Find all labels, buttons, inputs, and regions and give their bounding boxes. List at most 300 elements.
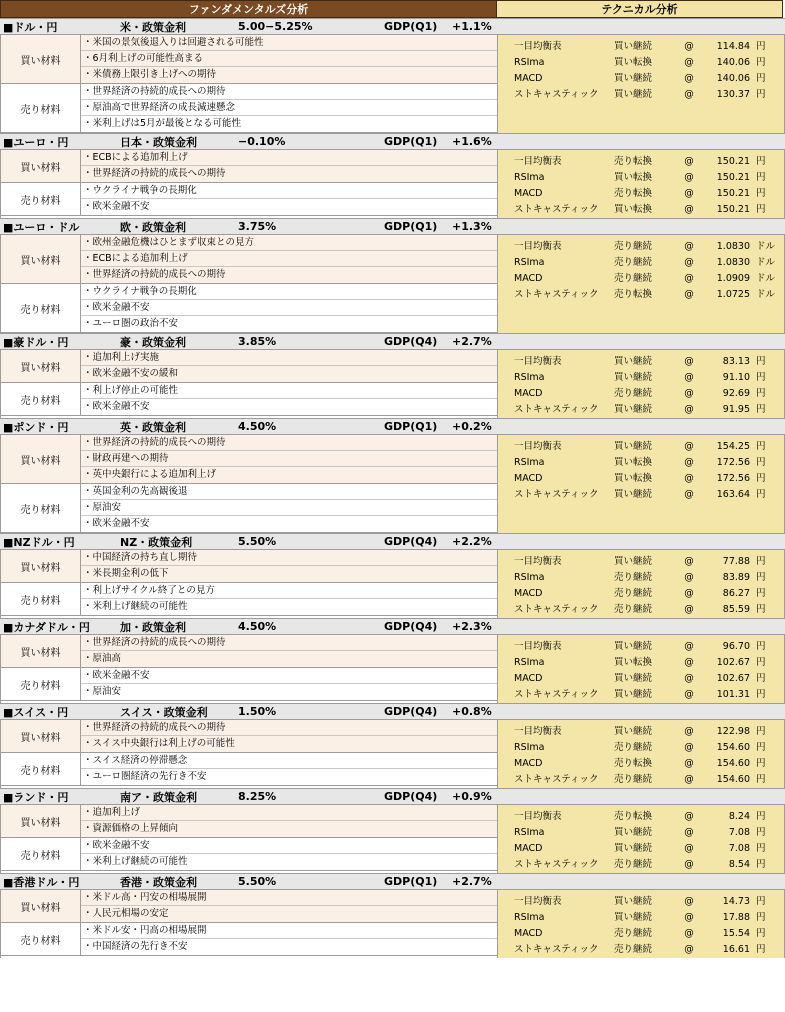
gdp-value: +1.3% <box>452 220 492 233</box>
policy-rate-name: 米・政策金利 <box>120 20 186 34</box>
indicator-unit: 円 <box>756 588 766 599</box>
indicator-row <box>498 926 784 942</box>
policy-rate-value: 1.50% <box>238 705 277 718</box>
indicator-unit: 円 <box>756 356 766 367</box>
factor-item: ・原油安 <box>81 500 497 516</box>
indicator-name: MACD <box>514 928 543 939</box>
indicator-signal: 買い継続 <box>614 441 653 452</box>
pair-block <box>0 533 785 618</box>
indicator-signal: 買い継続 <box>614 726 653 737</box>
indicator-row <box>498 687 784 703</box>
indicator-value: 91.95 <box>722 404 750 415</box>
indicator-name: 一目均衡表 <box>514 41 562 52</box>
at-symbol: @ <box>684 457 694 468</box>
indicator-value: 101.31 <box>716 689 750 700</box>
indicator-name: RSIma <box>514 172 545 183</box>
pair-name: ■スイス・円 <box>3 705 69 719</box>
indicator-unit: 円 <box>756 859 766 870</box>
indicator-signal: 買い継続 <box>614 827 653 838</box>
pair-title <box>0 873 785 890</box>
factor-item: ・欧州金融危機はひとまず収束との見方 <box>81 235 497 251</box>
at-symbol: @ <box>684 473 694 484</box>
indicator-name: ストキャスティック <box>514 944 599 955</box>
indicator-name: ストキャスティック <box>514 859 599 870</box>
pair-body <box>0 435 785 533</box>
policy-rate-name: 加・政策金利 <box>120 620 186 634</box>
policy-rate-value: 5.50% <box>238 535 277 548</box>
indicator-signal: 売り継続 <box>614 859 653 870</box>
factor-item: ・ユーロ圏の政治不安 <box>83 318 179 329</box>
indicator-row <box>498 655 784 671</box>
indicator-unit: 円 <box>756 57 766 68</box>
indicator-signal: 売り転換 <box>614 188 653 199</box>
indicator-signal: 売り継続 <box>614 944 653 955</box>
indicator-name: ストキャスティック <box>514 774 599 785</box>
indicator-unit: 円 <box>756 673 766 684</box>
indicator-name: RSIma <box>514 457 545 468</box>
indicator-value: 172.56 <box>716 473 750 484</box>
indicator-row <box>498 370 784 386</box>
indicator-value: 7.08 <box>728 843 750 854</box>
indicator-name: MACD <box>514 388 543 399</box>
buy-factor-list <box>81 890 497 922</box>
indicator-signal: 売り継続 <box>614 273 653 284</box>
at-symbol: @ <box>684 404 694 415</box>
indicator-signal: 買い継続 <box>614 673 653 684</box>
indicator-unit: 円 <box>756 726 766 737</box>
pair-title <box>0 788 785 805</box>
indicator-signal: 買い継続 <box>614 404 653 415</box>
indicator-name: 一目均衡表 <box>514 726 562 737</box>
policy-rate-name: 欧・政策金利 <box>120 220 186 234</box>
indicator-signal: 買い継続 <box>614 73 653 84</box>
indicator-value: 150.21 <box>716 156 750 167</box>
gdp-value: +2.7% <box>452 335 492 348</box>
gdp-label: GDP(Q1) <box>384 135 438 148</box>
factor-item: ・原油高 <box>83 653 122 664</box>
indicator-value: 91.10 <box>722 372 750 383</box>
pair-body <box>0 235 785 333</box>
policy-rate-value: 3.85% <box>238 335 277 348</box>
at-symbol: @ <box>684 588 694 599</box>
fundamentals-title: ファンダメンタルズ分析 <box>0 0 497 18</box>
indicator-name: 一目均衡表 <box>514 641 562 652</box>
indicator-row <box>498 87 784 103</box>
indicator-row <box>498 740 784 756</box>
buy-factors <box>1 35 497 84</box>
sell-factor-list <box>81 583 497 615</box>
at-symbol: @ <box>684 758 694 769</box>
indicator-name: ストキャスティック <box>514 289 599 300</box>
indicator-value: 150.21 <box>716 188 750 199</box>
indicator-value: 154.25 <box>716 441 750 452</box>
factor-item: ・世界経済の持続的成長への期待 <box>81 435 497 451</box>
indicator-value: 1.0830 <box>716 257 750 268</box>
policy-rate-name: 英・政策金利 <box>120 420 186 434</box>
indicator-unit: 円 <box>756 457 766 468</box>
buy-factors <box>1 805 497 838</box>
indicator-row <box>498 55 784 71</box>
at-symbol: @ <box>684 388 694 399</box>
fundamentals-section <box>0 720 497 788</box>
gdp-value: +2.3% <box>452 620 492 633</box>
factor-item: ・追加利上げ実施 <box>81 350 497 366</box>
buy-label: 買い材料 <box>1 720 81 752</box>
sell-factors <box>1 284 497 333</box>
indicator-signal: 売り継続 <box>614 604 653 615</box>
indicator-name: 一目均衡表 <box>514 896 562 907</box>
policy-rate-name: NZ・政策金利 <box>120 535 193 549</box>
factor-item: ・中国経済の持ち直し期待 <box>81 550 497 566</box>
at-symbol: @ <box>684 859 694 870</box>
indicator-value: 8.54 <box>728 859 750 870</box>
indicator-unit: ドル <box>756 257 776 268</box>
gdp-label: GDP(Q4) <box>384 790 438 803</box>
buy-factors <box>1 235 497 284</box>
policy-rate-value: 5.00−5.25% <box>238 20 313 33</box>
factor-item: ・中国経済の先行き不安 <box>83 941 188 952</box>
indicator-signal: 買い継続 <box>614 689 653 700</box>
sell-label: 売り材料 <box>1 753 81 785</box>
indicator-row <box>498 386 784 402</box>
buy-label: 買い材料 <box>1 350 81 382</box>
sell-factor-list <box>81 84 497 132</box>
gdp-label: GDP(Q1) <box>384 20 438 33</box>
indicator-unit: 円 <box>756 41 766 52</box>
gdp-label: GDP(Q1) <box>384 875 438 888</box>
indicator-name: MACD <box>514 843 543 854</box>
indicator-signal: 売り転換 <box>614 156 653 167</box>
at-symbol: @ <box>684 673 694 684</box>
factor-item: ・スイス経済の停滞懸念 <box>81 753 497 769</box>
buy-label: 買い材料 <box>1 235 81 283</box>
factor-item: ・財政再建への期待 <box>81 451 497 467</box>
indicator-signal: 売り継続 <box>614 928 653 939</box>
factor-item: ・米債務上限引き上げへの期待 <box>83 69 217 80</box>
indicator-signal: 売り継続 <box>614 257 653 268</box>
indicator-name: RSIma <box>514 372 545 383</box>
sell-factor-list <box>81 923 497 955</box>
technical-section <box>497 635 785 703</box>
indicator-unit: 円 <box>756 204 766 215</box>
policy-rate-value: 3.75% <box>238 220 277 233</box>
report-header <box>0 0 785 18</box>
indicator-row <box>498 455 784 471</box>
indicator-value: 140.06 <box>716 73 750 84</box>
pair-block <box>0 873 785 958</box>
factor-item: ・世界経済の持続的成長への期待 <box>81 635 497 651</box>
indicator-unit: 円 <box>756 89 766 100</box>
pair-name: ■ユーロ・円 <box>3 135 69 149</box>
indicator-unit: 円 <box>756 572 766 583</box>
sell-factor-list <box>81 383 497 415</box>
indicator-unit: 円 <box>756 912 766 923</box>
buy-factors <box>1 720 497 753</box>
indicator-row <box>498 202 784 218</box>
indicator-signal: 買い継続 <box>614 843 653 854</box>
buy-label: 買い材料 <box>1 150 81 182</box>
indicator-value: 150.21 <box>716 204 750 215</box>
at-symbol: @ <box>684 241 694 252</box>
gdp-value: +1.1% <box>452 20 492 33</box>
indicator-unit: ドル <box>756 241 776 252</box>
indicator-signal: 売り転換 <box>614 811 653 822</box>
sell-label: 売り材料 <box>1 84 81 132</box>
indicator-signal: 買い転換 <box>614 473 653 484</box>
factor-item: ・スイス中央銀行は利上げの可能性 <box>83 738 235 749</box>
buy-label: 買い材料 <box>1 805 81 837</box>
at-symbol: @ <box>684 273 694 284</box>
gdp-label: GDP(Q4) <box>384 620 438 633</box>
indicator-unit: 円 <box>756 657 766 668</box>
indicator-unit: 円 <box>756 944 766 955</box>
gdp-label: GDP(Q1) <box>384 220 438 233</box>
indicator-row <box>498 402 784 418</box>
pair-block <box>0 18 785 133</box>
factor-item: ・ユーロ圏経済の先行き不安 <box>83 771 207 782</box>
indicator-name: ストキャスティック <box>514 404 599 415</box>
indicator-unit: 円 <box>756 441 766 452</box>
factor-item: ・追加利上げ <box>81 805 497 821</box>
at-symbol: @ <box>684 556 694 567</box>
policy-rate-value: 5.50% <box>238 875 277 888</box>
pair-name: ■カナダドル・円 <box>3 620 90 634</box>
indicator-signal: 買い継続 <box>614 372 653 383</box>
indicator-value: 14.73 <box>722 896 750 907</box>
factor-item: ・米利上げ継続の可能性 <box>83 601 188 612</box>
sell-label: 売り材料 <box>1 183 81 215</box>
buy-label: 買い材料 <box>1 435 81 483</box>
indicator-value: 154.60 <box>716 774 750 785</box>
sell-factors <box>1 183 497 216</box>
indicator-value: 15.54 <box>722 928 750 939</box>
indicator-row <box>498 287 784 303</box>
indicator-unit: 円 <box>756 896 766 907</box>
policy-rate-value: 8.25% <box>238 790 277 803</box>
factor-item: ・英国金利の先高観後退 <box>81 484 497 500</box>
indicator-value: 92.69 <box>722 388 750 399</box>
gdp-value: +0.2% <box>452 420 492 433</box>
factor-item: ・ECBによる追加利上げ <box>81 150 497 166</box>
sell-label: 売り材料 <box>1 284 81 332</box>
sell-label: 売り材料 <box>1 668 81 700</box>
factor-item: ・世界経済の持続的成長への期待 <box>81 720 497 736</box>
indicator-unit: ドル <box>756 289 776 300</box>
indicator-unit: 円 <box>756 742 766 753</box>
indicator-row <box>498 586 784 602</box>
gdp-label: GDP(Q1) <box>384 420 438 433</box>
at-symbol: @ <box>684 774 694 785</box>
indicator-row <box>498 639 784 655</box>
pair-title <box>0 333 785 350</box>
factor-item: ・英中央銀行による追加利上げ <box>83 469 217 480</box>
indicator-unit: 円 <box>756 473 766 484</box>
indicator-signal: 買い転換 <box>614 172 653 183</box>
indicator-row <box>498 39 784 55</box>
indicator-name: 一目均衡表 <box>514 241 562 252</box>
indicator-row <box>498 554 784 570</box>
indicator-signal: 売り転換 <box>614 758 653 769</box>
indicator-name: RSIma <box>514 57 545 68</box>
policy-rate-value: 4.50% <box>238 620 277 633</box>
indicator-value: 85.59 <box>722 604 750 615</box>
indicator-row <box>498 756 784 772</box>
indicator-unit: 円 <box>756 388 766 399</box>
indicator-row <box>498 487 784 503</box>
sell-factor-list <box>81 838 497 870</box>
pair-body <box>0 720 785 788</box>
at-symbol: @ <box>684 811 694 822</box>
sell-label: 売り材料 <box>1 838 81 870</box>
factor-item: ・利上げ停止の可能性 <box>81 383 497 399</box>
indicator-name: ストキャスティック <box>514 604 599 615</box>
indicator-signal: 買い継続 <box>614 489 653 500</box>
at-symbol: @ <box>684 944 694 955</box>
at-symbol: @ <box>684 572 694 583</box>
indicator-name: RSIma <box>514 827 545 838</box>
indicator-signal: 買い継続 <box>614 356 653 367</box>
fundamentals-section <box>0 635 497 703</box>
indicator-signal: 売り継続 <box>614 572 653 583</box>
sell-factors <box>1 753 497 786</box>
pair-block <box>0 333 785 418</box>
fundamentals-section <box>0 435 497 533</box>
indicator-row <box>498 942 784 958</box>
technical-section <box>497 550 785 618</box>
buy-factors <box>1 150 497 183</box>
technical-section <box>497 890 785 958</box>
indicator-signal: 買い継続 <box>614 641 653 652</box>
pair-name: ■ドル・円 <box>3 20 58 34</box>
sell-factor-list <box>81 484 497 532</box>
at-symbol: @ <box>684 172 694 183</box>
gdp-value: +2.7% <box>452 875 492 888</box>
gdp-label: GDP(Q4) <box>384 535 438 548</box>
indicator-unit: 円 <box>756 774 766 785</box>
pair-body <box>0 550 785 618</box>
sell-factor-list <box>81 284 497 332</box>
factor-item: ・米長期金利の低下 <box>83 568 169 579</box>
indicator-value: 154.60 <box>716 742 750 753</box>
at-symbol: @ <box>684 742 694 753</box>
technical-section <box>497 435 785 533</box>
indicator-value: 163.64 <box>716 489 750 500</box>
indicator-name: 一目均衡表 <box>514 156 562 167</box>
fundamentals-section <box>0 150 497 218</box>
indicator-value: 83.13 <box>722 356 750 367</box>
at-symbol: @ <box>684 928 694 939</box>
pair-name: ■ランド・円 <box>3 790 69 804</box>
indicator-name: RSIma <box>514 257 545 268</box>
fundamentals-section <box>0 35 497 133</box>
factor-item: ・欧米金融不安の緩和 <box>83 368 179 379</box>
indicator-unit: 円 <box>756 758 766 769</box>
pair-title <box>0 703 785 720</box>
gdp-value: +0.8% <box>452 705 492 718</box>
at-symbol: @ <box>684 89 694 100</box>
factor-item: ・世界経済の持続的成長への期待 <box>83 269 226 280</box>
pair-name: ■香港ドル・円 <box>3 875 80 889</box>
indicator-value: 96.70 <box>722 641 750 652</box>
indicator-signal: 買い継続 <box>614 41 653 52</box>
at-symbol: @ <box>684 641 694 652</box>
at-symbol: @ <box>684 912 694 923</box>
gdp-label: GDP(Q4) <box>384 705 438 718</box>
buy-label: 買い材料 <box>1 635 81 667</box>
buy-factor-list <box>81 350 497 382</box>
sell-factor-list <box>81 668 497 700</box>
factor-item: ・原油安 <box>83 686 122 697</box>
indicator-signal: 買い転換 <box>614 204 653 215</box>
policy-rate-value: 4.50% <box>238 420 277 433</box>
pair-body <box>0 890 785 958</box>
factor-item: ・米ドル高・円安の相場展開 <box>81 890 497 906</box>
sell-label: 売り材料 <box>1 583 81 615</box>
indicator-unit: 円 <box>756 188 766 199</box>
policy-rate-name: スイス・政策金利 <box>120 705 208 719</box>
indicator-name: RSIma <box>514 742 545 753</box>
indicator-name: 一目均衡表 <box>514 556 562 567</box>
pair-title <box>0 533 785 550</box>
technical-title: テクニカル分析 <box>497 0 783 18</box>
factor-item: ・世界経済の持続的成長への期待 <box>83 168 226 179</box>
indicator-unit: 円 <box>756 372 766 383</box>
indicator-value: 150.21 <box>716 172 750 183</box>
technical-section <box>497 235 785 333</box>
indicator-name: 一目均衡表 <box>514 811 562 822</box>
at-symbol: @ <box>684 604 694 615</box>
buy-factors <box>1 435 497 484</box>
indicator-signal: 買い転換 <box>614 657 653 668</box>
indicator-value: 130.37 <box>716 89 750 100</box>
indicator-signal: 買い継続 <box>614 896 653 907</box>
gdp-label: GDP(Q4) <box>384 335 438 348</box>
indicator-name: RSIma <box>514 572 545 583</box>
indicator-name: RSIma <box>514 657 545 668</box>
policy-rate-name: 香港・政策金利 <box>120 875 197 889</box>
at-symbol: @ <box>684 896 694 907</box>
indicator-name: RSIma <box>514 912 545 923</box>
indicator-row <box>498 239 784 255</box>
indicator-unit: 円 <box>756 604 766 615</box>
indicator-unit: 円 <box>756 404 766 415</box>
buy-factor-list <box>81 35 497 83</box>
indicator-value: 122.98 <box>716 726 750 737</box>
indicator-unit: 円 <box>756 172 766 183</box>
indicator-value: 1.0725 <box>716 289 750 300</box>
gdp-value: +0.9% <box>452 790 492 803</box>
indicator-unit: 円 <box>756 156 766 167</box>
factor-item: ・資源価格の上昇傾向 <box>83 823 179 834</box>
policy-rate-name: 豪・政策金利 <box>120 335 186 349</box>
indicator-unit: 円 <box>756 689 766 700</box>
at-symbol: @ <box>684 441 694 452</box>
buy-factor-list <box>81 635 497 667</box>
fundamentals-section <box>0 350 497 418</box>
fundamentals-section <box>0 550 497 618</box>
at-symbol: @ <box>684 372 694 383</box>
indicator-value: 86.27 <box>722 588 750 599</box>
indicator-row <box>498 841 784 857</box>
indicator-row <box>498 671 784 687</box>
indicator-name: MACD <box>514 588 543 599</box>
indicator-value: 102.67 <box>716 673 750 684</box>
technical-section <box>497 35 785 133</box>
indicator-row <box>498 271 784 287</box>
indicator-row <box>498 439 784 455</box>
at-symbol: @ <box>684 489 694 500</box>
factor-item: ・6月利上げの可能性高まる <box>81 51 497 67</box>
